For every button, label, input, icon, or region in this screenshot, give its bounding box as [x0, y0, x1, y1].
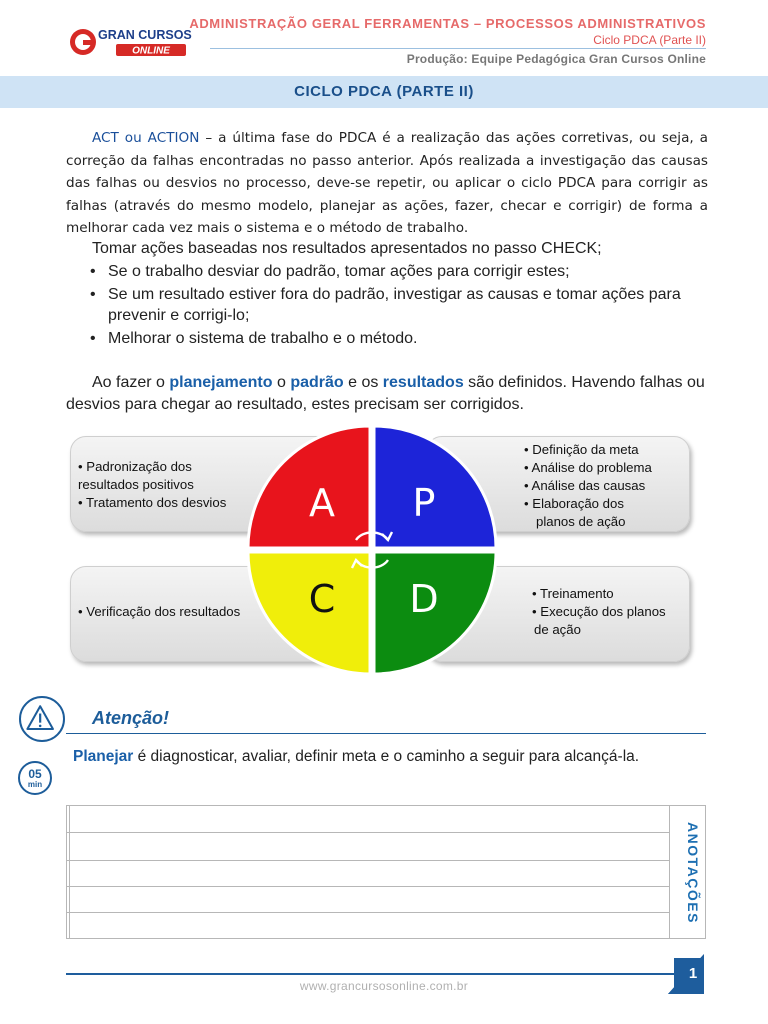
highlight-planejamento: planejamento: [169, 374, 273, 391]
paragraph-planning: [66, 372, 708, 416]
act-item: resultados positivos: [78, 477, 194, 492]
text-fragment: são definidos. Havendo falhas ou desvios para chegar ao resultado, estes precisam ser corrigidos.: [66, 374, 705, 413]
check-description: [78, 603, 240, 621]
list-item: • Se o trabalho desviar do padrão, tomar ações para corrigir estes;: [88, 261, 708, 283]
do-description: [532, 585, 666, 639]
gran-cursos-logo: [68, 24, 198, 60]
notes-margin-line: [669, 806, 670, 938]
act-description: [78, 458, 226, 512]
do-item: • Treinamento: [532, 586, 614, 601]
notes-line: [67, 860, 669, 861]
logo-text-online: ONLINE: [132, 45, 170, 57]
keyword-act: ACT ou ACTION: [92, 130, 200, 146]
footer-divider: [66, 973, 698, 975]
attention-divider: [66, 733, 706, 734]
header-divider: [210, 48, 706, 49]
text-fragment: Ao fazer o: [92, 374, 170, 391]
highlight-planejar: Planejar: [73, 748, 134, 765]
text-fragment: o: [272, 374, 291, 391]
quadrant-label-p: P: [412, 481, 436, 525]
act-item: • Tratamento dos desvios: [78, 495, 227, 510]
notes-area[interactable]: [66, 805, 706, 939]
plan-item: • Elaboração dos: [524, 496, 624, 511]
page-number: 1: [688, 965, 698, 982]
cycle-arrows-icon: [352, 532, 392, 568]
warning-badge: [19, 696, 65, 742]
timer-unit: min: [27, 780, 43, 789]
quadrant-label-c: C: [308, 577, 336, 621]
plan-item: • Análise do problema: [524, 460, 652, 475]
footer-url[interactable]: www.grancursosonline.com.br: [299, 979, 469, 993]
check-item: • Verificação dos resultados: [78, 604, 241, 619]
attention-title: Atenção!: [92, 708, 170, 728]
attention-text: [73, 748, 639, 766]
paragraph-act: [66, 127, 708, 240]
plan-description: [524, 441, 652, 531]
pdca-diagram: [66, 418, 700, 682]
lesson-subtitle: Ciclo PDCA (Parte II): [593, 33, 706, 47]
logo-text-main: GRAN CURSOS: [98, 28, 192, 42]
plan-item: • Análise das causas: [524, 478, 646, 493]
notes-label: ANOTAÇÕES: [685, 822, 701, 924]
list-item: • Melhorar o sistema de trabalho e o método.: [88, 328, 708, 350]
page-title: CICLO PDCA (PARTE II): [0, 76, 768, 108]
actions-list: [88, 261, 708, 350]
do-item: • Execução dos planos: [532, 604, 666, 619]
text-fragment: e os: [343, 374, 383, 391]
paragraph-check-actions: Tomar ações baseadas nos resultados apresentados no passo CHECK;: [92, 240, 602, 257]
timer-value: 05: [28, 767, 42, 781]
notes-line: [67, 886, 669, 887]
pdca-wheel: [240, 418, 504, 682]
attention-body: é diagnosticar, avaliar, definir meta e o caminho a seguir para alcançá-la.: [133, 748, 640, 765]
paragraph-act-text: – a última fase do PDCA é a realização das ações corretivas, ou seja, a correção da falhas encontradas no passo anterior. Após realizada a investigação das causas das falhas ou desvios no processo, deve-se repetir, ou aplicar o ciclo PDCA para corrigir as falhas (através do mesmo modelo, planejar as ações, fazer, checar e corrigir) de forma a melhorar cada vez mais o sistema e o método de trabalho.: [66, 130, 709, 237]
course-title: ADMINISTRAÇÃO GERAL FERRAMENTAS – PROCESSOS ADMINISTRATIVOS: [189, 16, 706, 31]
do-item: de ação: [534, 622, 581, 637]
production-credit: Produção: Equipe Pedagógica Gran Cursos Online: [406, 52, 706, 66]
page-number-badge: [668, 954, 704, 994]
plan-item: planos de ação: [536, 514, 626, 529]
warning-icon: [21, 698, 63, 740]
quadrant-label-a: A: [309, 481, 335, 525]
list-item: • Se um resultado estiver fora do padrão, investigar as causas e tomar ações para prevenir e corrigi-lo;: [88, 284, 708, 327]
timer-badge: [18, 761, 52, 795]
quadrant-label-d: D: [409, 577, 439, 621]
plan-item: • Definição da meta: [524, 442, 639, 457]
highlight-padrao: padrão: [290, 374, 344, 391]
notes-line: [67, 832, 669, 833]
notes-line: [67, 912, 669, 913]
notes-margin-line: [69, 806, 70, 938]
highlight-resultados: resultados: [382, 374, 464, 391]
act-item: • Padronização dos: [78, 459, 192, 474]
